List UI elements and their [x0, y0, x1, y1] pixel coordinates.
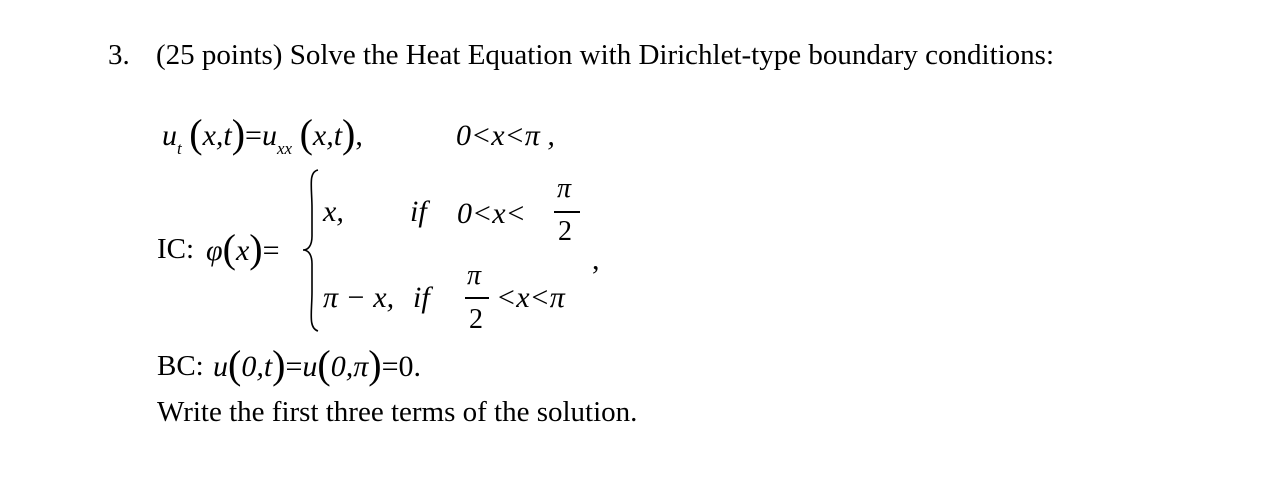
pde-rhs-args: x,t [312, 119, 343, 152]
ic-trailing-comma: , [592, 243, 600, 276]
pde-domain: 0<x<π , [456, 119, 555, 152]
bc-equals2: = [381, 350, 399, 383]
bc-args1: 0,t [241, 350, 273, 383]
bc-period: . [413, 350, 422, 383]
pde-equals: = [245, 119, 262, 152]
ic-case1-cond: 0<x< [457, 197, 526, 230]
ic-case2-cond: <x<π [496, 281, 565, 314]
problem-statement: (25 points) Solve the Heat Equation with Dirichlet-type boundary conditions: [156, 39, 1055, 71]
ic-phi-arg: x [235, 234, 250, 267]
ic-case2-if: if [413, 281, 430, 314]
paren-close: ) [342, 111, 356, 156]
ic-case1-expr: x, [323, 195, 344, 228]
left-brace-icon [300, 168, 320, 333]
ic-case2-frac-bar [465, 297, 489, 299]
pde-lhs-u: u [162, 119, 177, 152]
ic-equals: = [262, 234, 280, 267]
paren-close: ) [368, 342, 382, 387]
ic-label: IC: [157, 233, 195, 265]
paren-close: ) [249, 226, 263, 271]
pde-equation [162, 111, 363, 158]
bc-equation [213, 342, 422, 387]
instruction-text: Write the first three terms of the solution. [157, 396, 638, 428]
pde-rhs-u: u [261, 119, 277, 152]
pde-rhs-subscript: xx [276, 139, 293, 158]
paren-open: ( [189, 111, 203, 156]
pde-comma: , [355, 119, 363, 152]
problem-number: 3. [108, 39, 130, 71]
ic-case2-expr: π − x, [323, 281, 395, 314]
pde-lhs-args: x,t [202, 119, 232, 152]
bc-equals1: = [285, 350, 303, 383]
paren-open: ( [299, 111, 313, 156]
ic-phi-expression [206, 226, 280, 271]
ic-phi: φ [206, 234, 223, 267]
pde-lhs-subscript: t [177, 139, 182, 158]
ic-case1-frac-num: π [557, 173, 572, 204]
bc-u2: u [302, 350, 318, 383]
bc-u1: u [213, 350, 228, 383]
paren-open: ( [222, 226, 236, 271]
bc-value: 0 [398, 350, 414, 383]
paren-open: ( [228, 342, 242, 387]
paren-close: ) [272, 342, 286, 387]
ic-case2-frac-num: π [467, 260, 482, 291]
paren-open: ( [317, 342, 331, 387]
ic-case1-if: if [410, 195, 427, 228]
ic-case1-frac-bar [554, 211, 580, 213]
ic-case2-frac-den: 2 [469, 304, 483, 335]
ic-case1-frac-den: 2 [558, 216, 572, 247]
paren-close: ) [231, 111, 246, 156]
bc-label: BC: [157, 350, 204, 382]
bc-args2: 0,π [330, 350, 369, 383]
